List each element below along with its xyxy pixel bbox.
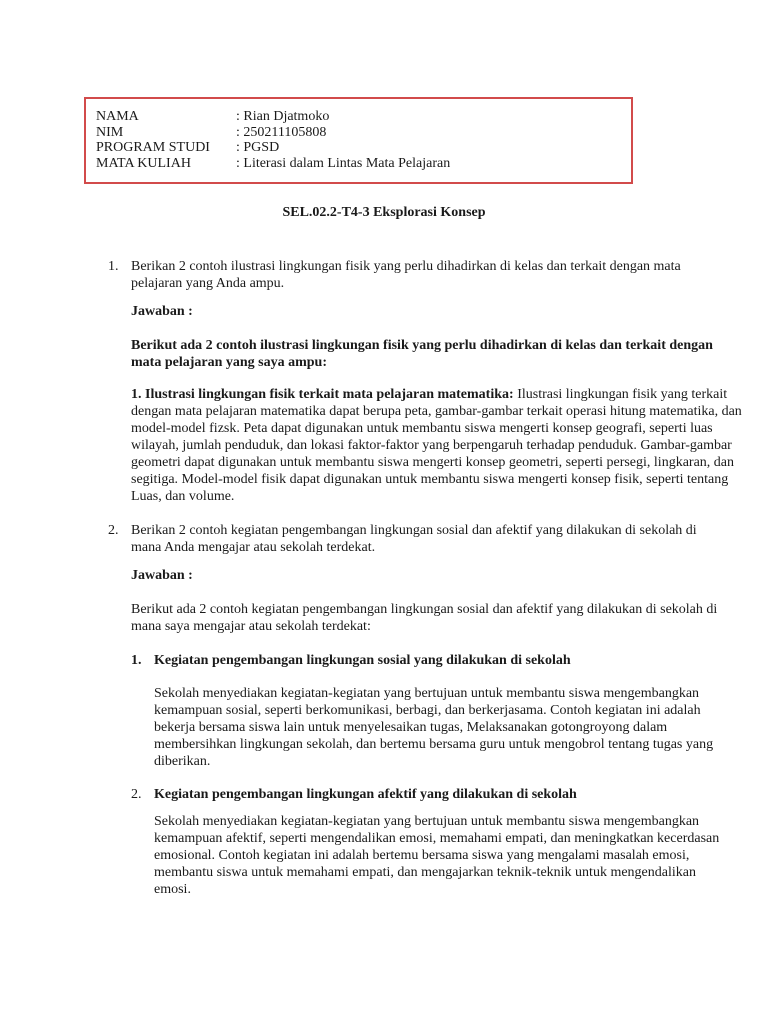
info-row-nim bbox=[96, 125, 631, 141]
q1-point-heading: 1. Ilustrasi lingkungan fisik terkait mata pelajaran matematika: bbox=[131, 387, 514, 402]
q2-item-2-body: Sekolah menyediakan kegiatan-kegiatan yang bertujuan untuk membantu siswa mengembangkan kemampuan afektif, seperti mengendalikan emosi, memahami empati, dan meningkatkan kecerdasan emosional. Contoh kegiatan ini adalah bertemu bersama siswa yang mengalami masalah emosi, membantu siswa untuk memahami empati, dan mengajarkan teknik-teknik untuk mengendalikan emosi. bbox=[154, 814, 720, 897]
info-value: : PGSD bbox=[236, 140, 280, 155]
q2-item-1-body: Sekolah menyediakan kegiatan-kegiatan yang bertujuan untuk membantu siswa mengembangkan kemampuan sosial, seperti berkomunikasi, berbagi, dan berkerjasama. Contoh kegiatan ini adalah bekerja bersama siswa lain untuk menyelesaikan tugas, Melaksanakan gotongroyong dalam membersihkan lingkungan sekolah, dan bertemu bersama guru untuk mengobrol tentang tugas yang diberikan. bbox=[154, 686, 714, 769]
q2-item-2-heading bbox=[131, 786, 731, 803]
list-heading: Kegiatan pengembangan lingkungan afektif yang dilakukan di sekolah bbox=[154, 787, 577, 802]
question-2 bbox=[108, 522, 713, 556]
info-value: : 250211105808 bbox=[236, 124, 327, 140]
list-number: 1. bbox=[131, 653, 142, 668]
question-number: 2. bbox=[108, 523, 119, 538]
q1-intro: Berikut ada 2 contoh ilustrasi lingkungan fisik yang perlu dihadirkan di kelas dan terkait dengan mata pelajaran yang saya ampu: bbox=[131, 338, 713, 370]
info-row-program-studi bbox=[96, 140, 631, 156]
q2-intro: Berikut ada 2 contoh kegiatan pengembangan lingkungan sosial dan afektif yang dilakukan di sekolah di mana saya mengajar atau sekolah terdekat: bbox=[131, 602, 718, 634]
question-1 bbox=[108, 258, 713, 292]
list-heading: Kegiatan pengembangan lingkungan sosial yang dilakukan di sekolah bbox=[154, 653, 571, 668]
document-title: SEL.02.2-T4-3 Eksplorasi Konsep bbox=[282, 205, 486, 220]
question-number: 1. bbox=[108, 259, 119, 274]
q1-point-body: Ilustrasi lingkungan fisik yang terkait dengan mata pelajaran matematika dapat berupa peta, gambar-gambar terkait operasi hitung matematika, dan model-model fizsk. Peta dapat digunakan untuk membantu siswa mengerti konsep geografi, seperti luas wilayah, jumlah penduduk, dan lokasi faktor-faktor yang berpengaruh terhadap penduduk. Gambar-gambar geometri dapat digunakan untuk membantu siswa mengerti konsep geometri, seperti persegi, lingkaran, dan segitiga. Model-model fisik dapat digunakan untuk membantu siswa mengerti konsep fisik, seperti tentang Luas, dan volume. bbox=[131, 387, 742, 504]
q1-jawaban-label: Jawaban : bbox=[131, 304, 193, 319]
info-row-nama bbox=[96, 109, 631, 125]
info-value: : Rian Djatmoko bbox=[236, 109, 330, 124]
info-label: NAMA bbox=[96, 109, 139, 124]
info-value: : Literasi dalam Lintas Mata Pelajaran bbox=[236, 155, 451, 171]
info-label: MATA KULIAH bbox=[96, 155, 191, 171]
info-label: NIM bbox=[96, 124, 124, 140]
q2-item-1-heading bbox=[131, 652, 731, 669]
q2-jawaban-label: Jawaban : bbox=[131, 568, 193, 583]
student-info-box bbox=[84, 97, 633, 184]
info-label: PROGRAM STUDI bbox=[96, 140, 210, 155]
q1-point-1 bbox=[131, 386, 743, 505]
info-row-mata-kuliah bbox=[96, 156, 631, 172]
question-text: Berikan 2 contoh ilustrasi lingkungan fisik yang perlu dihadirkan di kelas dan terkait dengan mata pelajaran yang Anda ampu. bbox=[131, 259, 681, 291]
list-number: 2. bbox=[131, 787, 142, 802]
question-text: Berikan 2 contoh kegiatan pengembangan lingkungan sosial dan afektif yang dilakukan di sekolah di mana Anda mengajar atau sekolah terdekat. bbox=[131, 523, 697, 555]
